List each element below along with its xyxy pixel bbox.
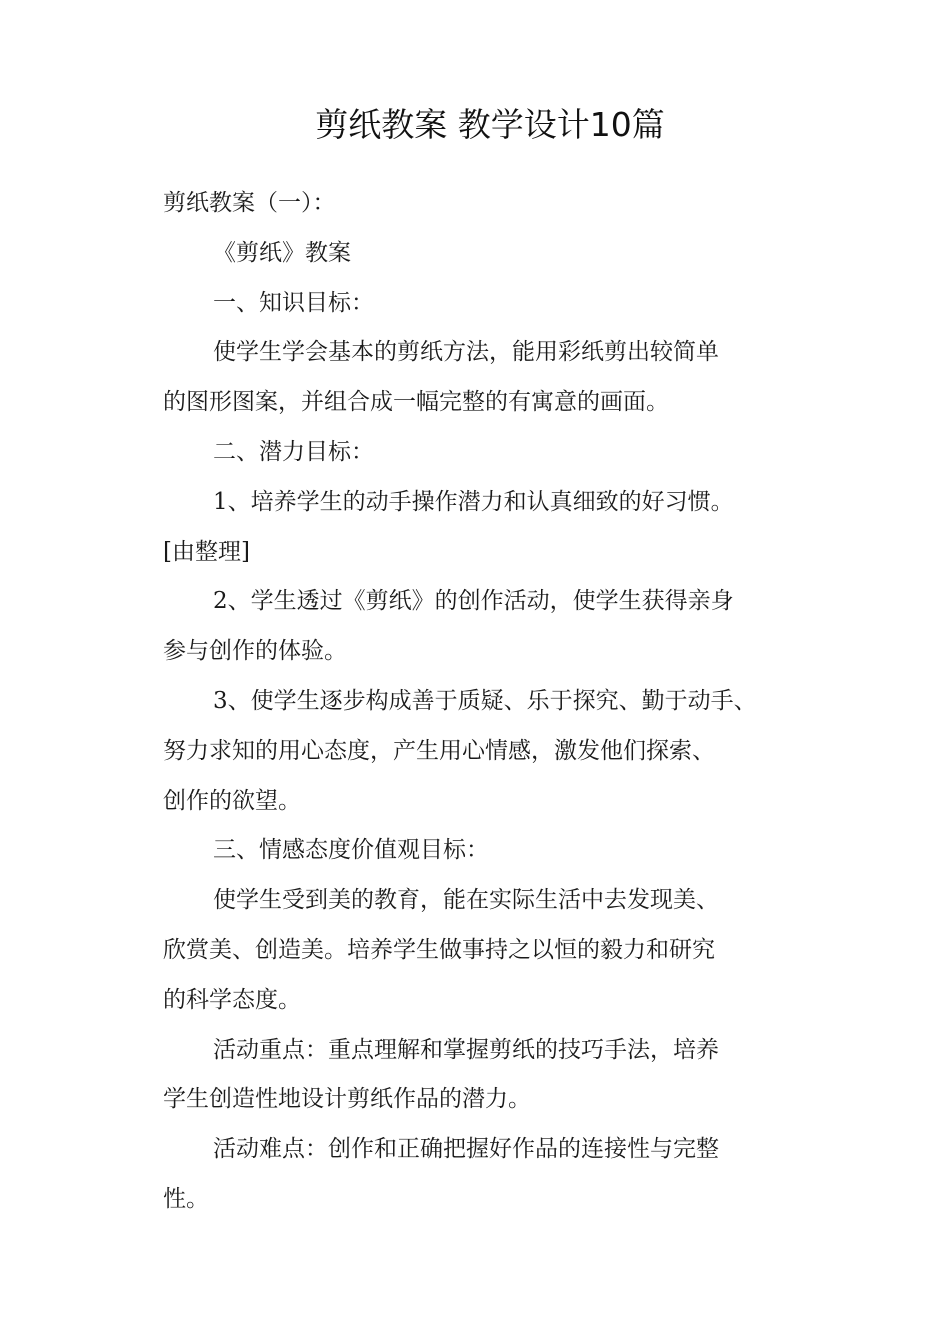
text-line: 使学生受到美的教育，能在实际生活中去发现美、 bbox=[213, 887, 719, 914]
section-heading: 二、潜力目标： bbox=[213, 438, 374, 465]
text-line: 努力求知的用心态度，产生用心情感，激发他们探索、 bbox=[163, 737, 715, 764]
text-line: 欣赏美、创造美。培养学生做事持之以恒的毅力和研究 bbox=[163, 936, 715, 963]
text-line: [由整理] bbox=[163, 538, 250, 565]
text-line: 的科学态度。 bbox=[163, 986, 301, 1013]
text-line: 剪纸教案（一）： bbox=[163, 190, 336, 216]
section-heading: 三、情感态度价值观目标： bbox=[213, 837, 489, 864]
document-title: 剪纸教案 教学设计10篇 bbox=[315, 105, 665, 144]
text-line: 参与创作的体验。 bbox=[163, 638, 347, 665]
text-line: 活动难点：创作和正确把握好作品的连接性与完整 bbox=[213, 1136, 719, 1163]
text-line: 《剪纸》教案 bbox=[213, 239, 351, 266]
text-line: 3、使学生逐步构成善于质疑、乐于探究、勤于动手、 bbox=[213, 687, 757, 714]
document-body bbox=[163, 179, 843, 1225]
text-line: 2、学生透过《剪纸》的创作活动，使学生获得亲身 bbox=[213, 588, 734, 615]
text-line: 1、培养学生的动手操作潜力和认真细致的好习惯。 bbox=[213, 488, 734, 515]
text-line: 的图形图案，并组合成一幅完整的有寓意的画面。 bbox=[163, 389, 669, 416]
text-line: 创作的欲望。 bbox=[163, 787, 301, 814]
text-line: 活动重点：重点理解和掌握剪纸的技巧手法，培养 bbox=[213, 1036, 719, 1063]
section-heading: 一、知识目标： bbox=[213, 289, 374, 316]
text-line: 性。 bbox=[163, 1185, 209, 1212]
text-line: 使学生学会基本的剪纸方法，能用彩纸剪出较简单 bbox=[213, 339, 719, 366]
text-line: 学生创造性地设计剪纸作品的潜力。 bbox=[163, 1086, 531, 1113]
